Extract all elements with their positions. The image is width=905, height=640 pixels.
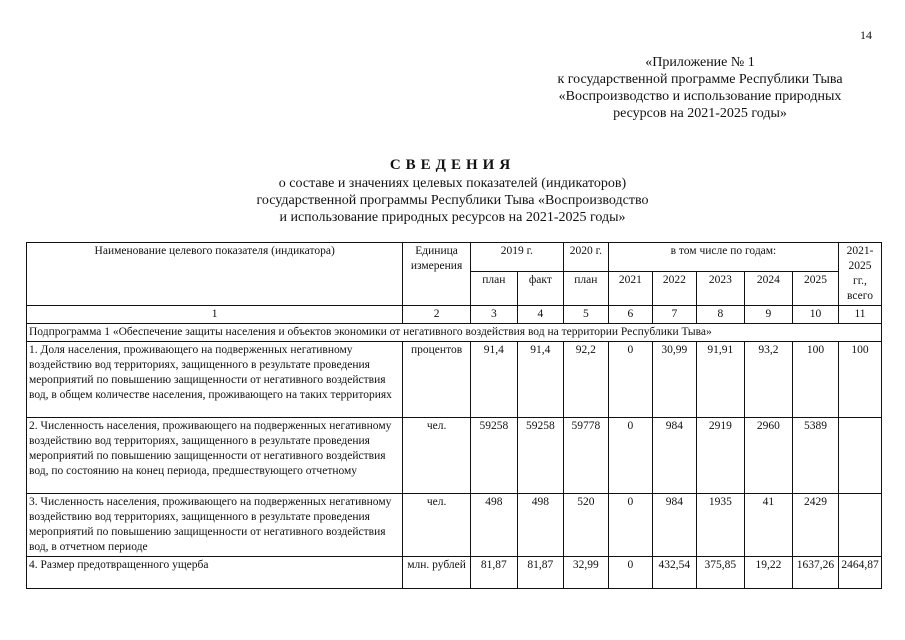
title-block xyxy=(0,156,905,226)
header-year-2022: 2022 xyxy=(652,272,696,306)
header-2020: 2020 г. xyxy=(563,243,608,272)
page-number: 14 xyxy=(860,28,872,42)
value-2025: 1637,26 xyxy=(792,557,838,589)
subtitle-line-2: государственной программы Республики Тыва «Воспроизводство xyxy=(256,193,649,208)
header-year-2024: 2024 xyxy=(744,272,792,306)
value-2019-fact: 91,4 xyxy=(517,342,563,418)
header-name: Наименование целевого показателя (индикатора) xyxy=(27,243,403,306)
appendix-heading xyxy=(480,54,905,122)
value-2024: 19,22 xyxy=(744,557,792,589)
col-number: 10 xyxy=(792,306,838,324)
col-number: 3 xyxy=(470,306,517,324)
value-2022: 30,99 xyxy=(652,342,696,418)
header-including-years: в том числе по годам: xyxy=(608,243,838,272)
indicator-unit: чел. xyxy=(403,418,470,494)
header-row-1 xyxy=(27,243,882,272)
subprogram-row xyxy=(27,324,882,342)
table-row xyxy=(27,418,882,494)
value-2020-plan: 520 xyxy=(563,494,608,557)
value-2023: 375,85 xyxy=(696,557,744,589)
col-number: 7 xyxy=(652,306,696,324)
header-total: 2021-2025 гг., всего xyxy=(839,243,882,306)
document-title: СВЕДЕНИЯ xyxy=(389,157,516,173)
indicator-unit: процентов xyxy=(403,342,470,418)
col-number: 11 xyxy=(839,306,882,324)
col-number: 9 xyxy=(744,306,792,324)
header-unit: Единица измерения xyxy=(403,243,470,306)
value-2021: 0 xyxy=(608,494,652,557)
appendix-line-4: ресурсов на 2021-2025 годы» xyxy=(613,106,787,121)
value-2024: 41 xyxy=(744,494,792,557)
value-2022: 984 xyxy=(652,494,696,557)
header-year-2025: 2025 xyxy=(792,272,838,306)
value-2021: 0 xyxy=(608,418,652,494)
value-2020-plan: 32,99 xyxy=(563,557,608,589)
indicator-name: 4. Размер предотвращенного ущерба xyxy=(27,557,403,589)
indicator-name: 1. Доля населения, проживающего на подверженных негативному воздействию вод территориях, защищенного в результате проведения мероприятий по повышению защищенности от негативного воздействия вод, в общем количестве населения, проживающего на таких территориях xyxy=(27,342,403,418)
subprogram-title: Подпрограмма 1 «Обеспечение защиты населения и объектов экономики от негативного воздействия вод на территории Республики Тыва» xyxy=(27,324,882,342)
value-2019-fact: 59258 xyxy=(517,418,563,494)
value-2022: 432,54 xyxy=(652,557,696,589)
value-total xyxy=(839,418,882,494)
value-2020-plan: 59778 xyxy=(563,418,608,494)
value-total: 100 xyxy=(839,342,882,418)
indicators-table xyxy=(26,242,882,589)
value-2024: 93,2 xyxy=(744,342,792,418)
col-number: 1 xyxy=(27,306,403,324)
value-2025: 100 xyxy=(792,342,838,418)
col-number: 6 xyxy=(608,306,652,324)
appendix-line-2: к государственной программе Республики Тыва xyxy=(557,72,843,87)
indicator-name: 2. Численность населения, проживающего на подверженных негативному воздействию вод территориях, защищенного в результате проведения мероприятий по повышению защищенности от негативного воздействия вод, по состоянию на конец периода, предшествующего отчетному xyxy=(27,418,403,494)
header-fact-2019: факт xyxy=(517,272,563,306)
value-2019-plan: 91,4 xyxy=(470,342,517,418)
col-number: 8 xyxy=(696,306,744,324)
col-number: 2 xyxy=(403,306,470,324)
indicator-unit: чел. xyxy=(403,494,470,557)
col-number: 4 xyxy=(517,306,563,324)
indicator-name: 3. Численность населения, проживающего на подверженных негативному воздействию вод территориях, защищенного в результате проведения мероприятий по повышению защищенности от негативного воздействия вод, в отчетном периоде xyxy=(27,494,403,557)
subtitle-line-3: и использование природных ресурсов на 2021-2025 годы» xyxy=(279,210,626,225)
appendix-line-3: «Воспроизводство и использование природных xyxy=(558,89,842,104)
subtitle-line-1: о составе и значениях целевых показателей (индикаторов) xyxy=(278,176,627,191)
col-number: 5 xyxy=(563,306,608,324)
appendix-line-1: «Приложение № 1 xyxy=(645,55,755,70)
indicator-unit: млн. рублей xyxy=(403,557,470,589)
value-2020-plan: 92,2 xyxy=(563,342,608,418)
value-2025: 5389 xyxy=(792,418,838,494)
value-2023: 91,91 xyxy=(696,342,744,418)
header-plan-2019: план xyxy=(470,272,517,306)
value-2019-fact: 498 xyxy=(517,494,563,557)
header-2019: 2019 г. xyxy=(470,243,563,272)
value-total xyxy=(839,494,882,557)
value-2021: 0 xyxy=(608,557,652,589)
value-2019-plan: 59258 xyxy=(470,418,517,494)
value-2019-plan: 498 xyxy=(470,494,517,557)
value-2019-fact: 81,87 xyxy=(517,557,563,589)
value-2023: 2919 xyxy=(696,418,744,494)
value-2019-plan: 81,87 xyxy=(470,557,517,589)
value-2021: 0 xyxy=(608,342,652,418)
column-number-row xyxy=(27,306,882,324)
value-2023: 1935 xyxy=(696,494,744,557)
value-2024: 2960 xyxy=(744,418,792,494)
value-total: 2464,87 xyxy=(839,557,882,589)
header-year-2023: 2023 xyxy=(696,272,744,306)
table-row xyxy=(27,557,882,589)
header-year-2021: 2021 xyxy=(608,272,652,306)
table-row xyxy=(27,494,882,557)
table-row xyxy=(27,342,882,418)
value-2022: 984 xyxy=(652,418,696,494)
header-plan-2020: план xyxy=(563,272,608,306)
value-2025: 2429 xyxy=(792,494,838,557)
